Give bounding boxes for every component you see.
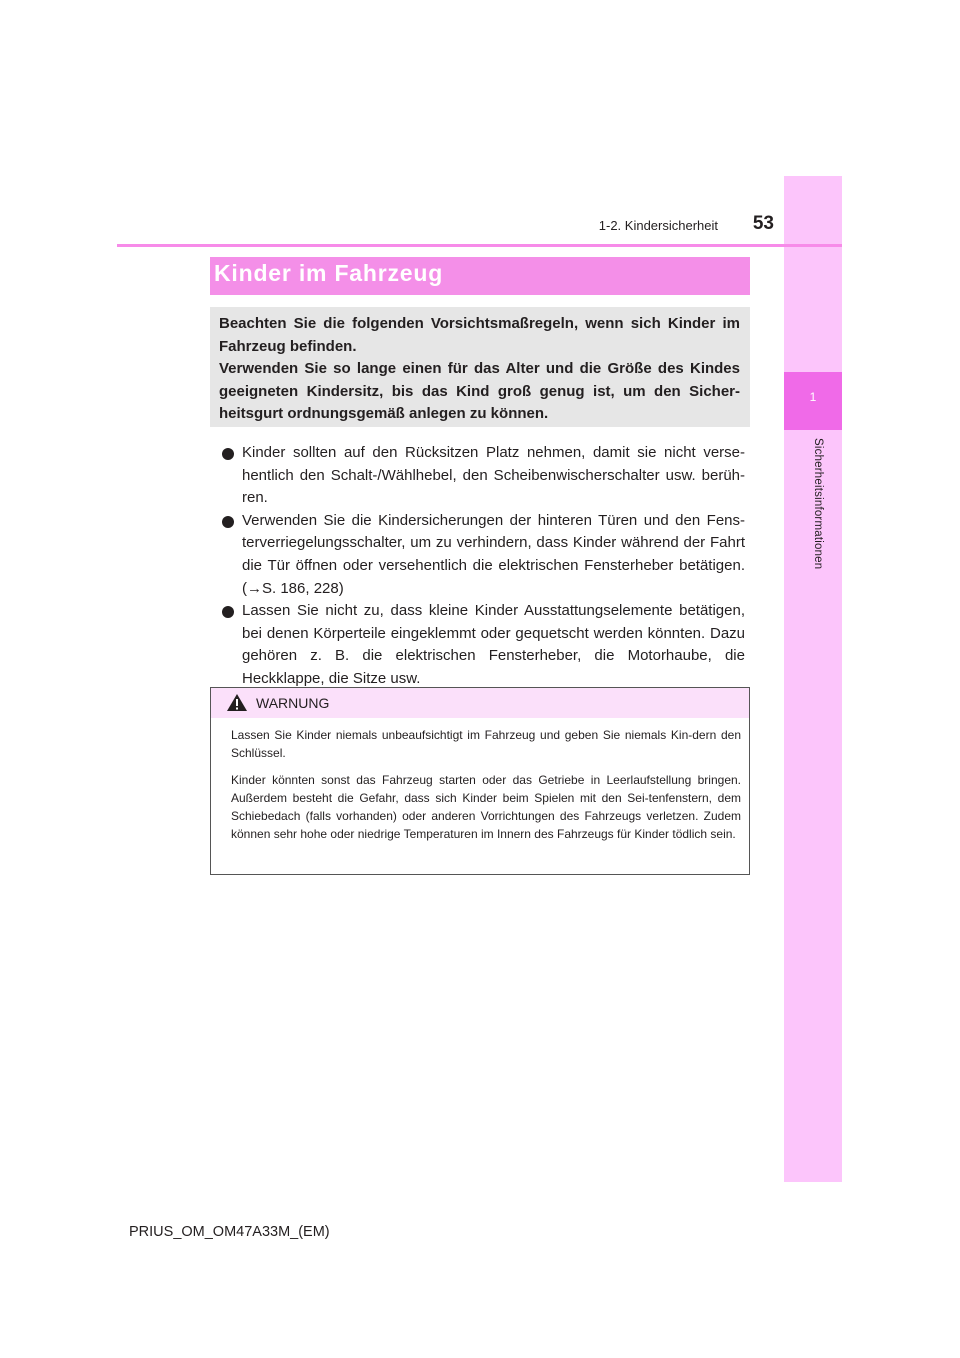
list-item — [210, 600, 745, 690]
warning-body — [231, 726, 741, 852]
bullet-list — [210, 442, 745, 691]
bullet-text: Verwenden Sie die Kindersicherungen der hinteren Türen und den Fens-terverriegelungsschalter, um zu verhindern, dass Kinder während der Fahrt die Tür öffnen oder versehentlich die elektrischen Fensterheber betätigen. (→S. 186, 228) — [242, 511, 745, 597]
intro-paragraph: Beachten Sie die folgenden Vorsichtsmaßregeln, wenn sich Kinder im Fahrzeug befinden. — [219, 315, 740, 355]
page-number: 53 — [752, 213, 774, 234]
bullet-icon — [222, 606, 234, 618]
section-heading: 1-2. Kindersicherheit — [598, 218, 718, 233]
bullet-text: Kinder sollten auf den Rücksitzen Platz nehmen, damit sie nicht verse-hentlich den Schalt-/Wählhebel, den Scheibenwischerschalter usw. berüh-ren. — [242, 444, 745, 507]
list-item — [210, 510, 745, 600]
bullet-text: Lassen Sie nicht zu, dass kleine Kinder Ausstattungselemente betätigen, bei denen Körperteile eingeklemmt oder gequetscht werden könnten. Dazu gehören z. B. die elektrischen Fensterheber, die Motorhaube, die Heckklappe, die Sitze usw. — [242, 602, 745, 687]
intro-paragraph: Verwenden Sie so lange einen für das Alter und die Größe des Kindes geeigneten Kindersitz, bis das Kind groß genug ist, um den Sicher-heitsgurt ordnungsgemäß anlegen zu können. — [219, 360, 740, 423]
chapter-title: Sicherheitsinformationen — [812, 438, 824, 570]
warning-paragraph: Kinder könnten sonst das Fahrzeug starten oder das Getriebe in Leerlaufstellung bringen. Außerdem besteht die Gefahr, dass sich Kinder beim Spielen mit den Sei-tenfenstern, dem Schiebedach (falls vorhanden) oder anderen Vorrichtungen des Fahrzeugs verletzen. Zudem können sehr hohe oder niedrige Temperaturen im Innern des Fahrzeugs für Kinder tödlich sein. — [231, 773, 741, 841]
list-item — [210, 442, 745, 510]
warning-paragraph: Lassen Sie Kinder niemals unbeaufsichtigt im Fahrzeug und geben Sie niemals Kin-dern den Schlüssel. — [231, 728, 741, 760]
bullet-icon — [222, 516, 234, 528]
warning-triangle-icon — [226, 693, 248, 717]
header-divider — [117, 244, 842, 247]
warning-header — [211, 688, 749, 718]
bullet-icon — [222, 448, 234, 460]
intro-text — [219, 313, 740, 426]
page-title: Kinder im Fahrzeug — [214, 260, 444, 286]
footer-code: PRIUS_OM_OM47A33M_(EM) — [129, 1224, 330, 1240]
chapter-number: 1 — [809, 390, 817, 404]
chapter-sidebar — [784, 176, 842, 1182]
warning-title: WARNUNG — [256, 695, 330, 711]
warning-box — [210, 687, 750, 875]
